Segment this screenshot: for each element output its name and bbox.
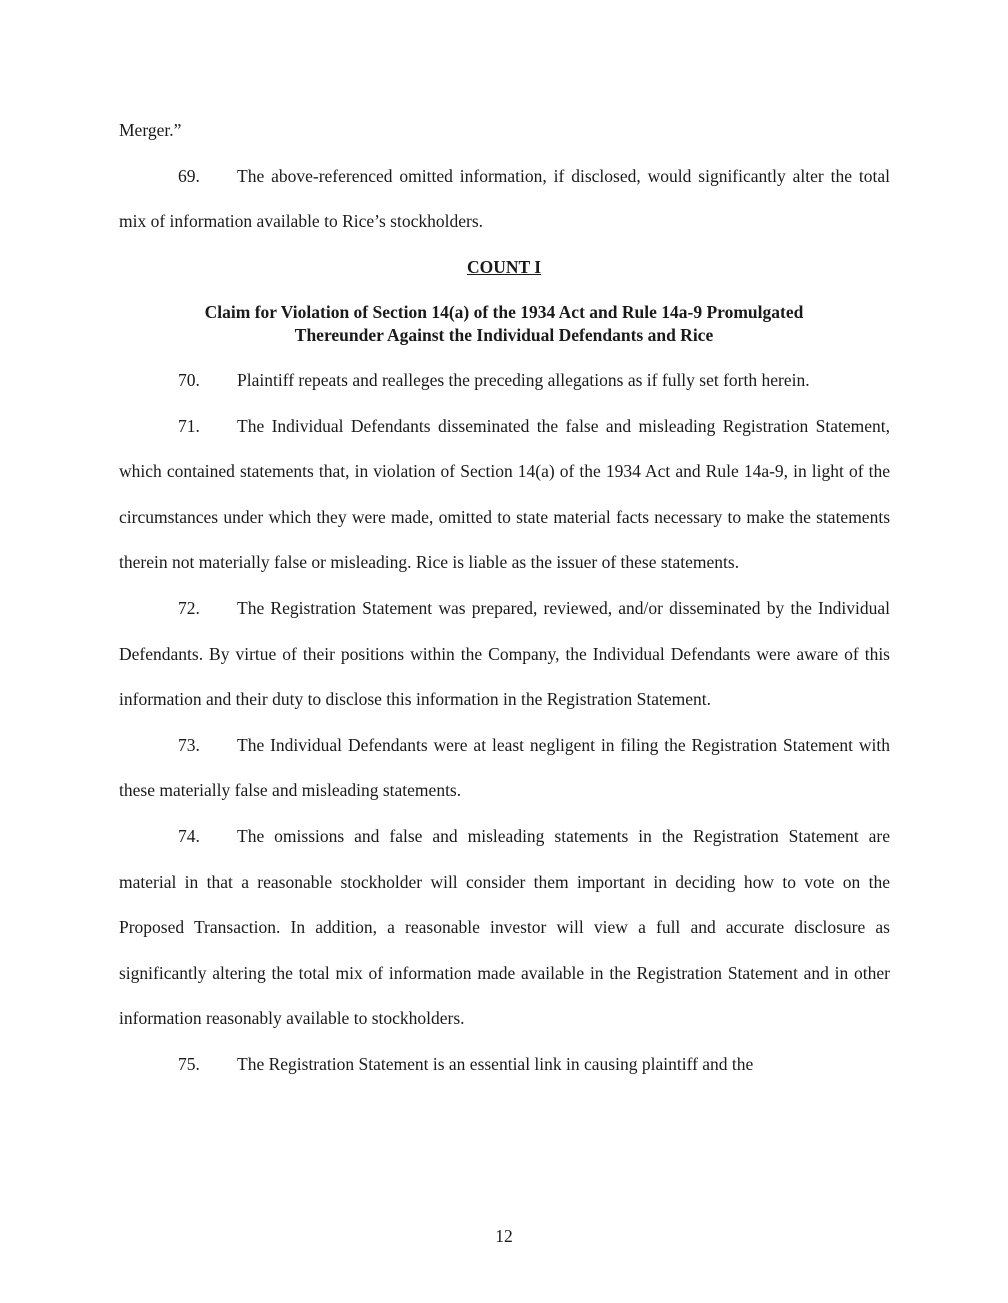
claim-heading-line-2: Thereunder Against the Individual Defendants and Rice [294, 325, 714, 345]
paragraph-73 [119, 723, 890, 814]
claim-heading [150, 301, 858, 347]
paragraph-74 [119, 814, 890, 1042]
paragraph-text: The Individual Defendants disseminated the false and misleading Registration Statement, which contained statements that, in violation of Section 14(a) of the 1934 Act and Rule 14a-9, in light of the circumstances under which they were made, omitted to state material facts necessary to make the statements therein not materially false or misleading. Rice is liable as the issuer of these statements. [119, 415, 890, 573]
paragraph-75 [119, 1042, 890, 1088]
paragraph-number: 69. [178, 165, 200, 186]
paragraph-text: The omissions and false and misleading statements in the Registration Statement are material in that a reasonable stockholder will consider them important in deciding how to vote on the Proposed Transaction. In addition, a reasonable investor will view a full and accurate disclosure as significantly altering the total mix of information made available in the Registration Statement and in other information reasonably available to stockholders. [119, 825, 890, 1029]
paragraph-number: 71. [178, 415, 200, 436]
paragraph-69 [119, 154, 890, 245]
body-main [119, 358, 890, 1088]
paragraph-number: 73. [178, 734, 200, 755]
paragraph-71 [119, 404, 890, 586]
count-heading: COUNT I [466, 257, 542, 277]
paragraph-number: 72. [178, 597, 200, 618]
paragraph-number: 74. [178, 825, 200, 846]
paragraph-text: The above-referenced omitted information, if disclosed, would significantly alter the total mix of information available to Rice’s stockholders. [119, 165, 890, 232]
paragraph-number: 70. [178, 370, 200, 390]
continuation-text: Merger.” [119, 120, 182, 140]
page-number: 12 [495, 1226, 513, 1246]
paragraph-text: The Registration Statement was prepared, reviewed, and/or disseminated by the Individual Defendants. By virtue of their positions within the Company, the Individual Defendants were aware of this information and their duty to disclose this information in the Registration Statement. [119, 597, 890, 710]
paragraph-text: The Individual Defendants were at least negligent in filing the Registration Statement with these materially false and misleading statements. [119, 734, 890, 801]
paragraph-72 [119, 586, 890, 723]
paragraph-number: 75. [178, 1053, 200, 1074]
claim-heading-line-1: Claim for Violation of Section 14(a) of the 1934 Act and Rule 14a-9 Promulgated [204, 302, 804, 322]
paragraph-text: Plaintiff repeats and realleges the preceding allegations as if fully set forth herein. [237, 370, 810, 390]
paragraph-text: The Registration Statement is an essential link in causing plaintiff and the [237, 1053, 754, 1074]
body-top [119, 108, 890, 245]
paragraph-70 [119, 358, 890, 404]
